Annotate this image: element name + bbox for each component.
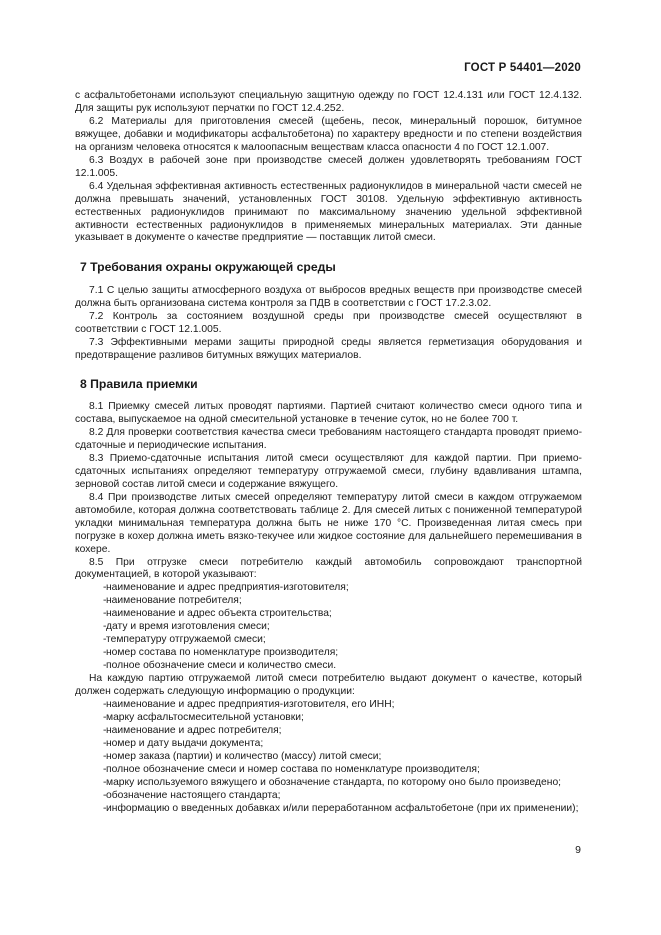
paragraph-8-2: 8.2 Для проверки соответствия качества смеси требованиям настоящего стандарта проводят приемо-сдаточные и периодические испытания. xyxy=(75,426,582,451)
standard-code: ГОСТ Р 54401—2020 xyxy=(464,62,581,74)
paragraph-6-3: 6.3 Воздух в рабочей зоне при производстве смесей должен удовлетворять требованиям ГОСТ 12.1.005. xyxy=(75,154,582,179)
list-item: -номер состава по номенклатуре производителя; xyxy=(75,647,582,660)
paragraph-quality-doc: На каждую партию отгружаемой литой смеси потребителю выдают документ о качестве, который должен содержать следующую информацию о продукции: xyxy=(75,673,582,698)
list-item: -полное обозначение смеси и номер состава по номенклатуре производителя; xyxy=(75,764,582,777)
dash-marker: - xyxy=(103,763,107,775)
list-item: -номер заказа (партии) и количество (массу) литой смеси; xyxy=(75,751,582,764)
paragraph: с асфальтобетонами используют специальную защитную одежду по ГОСТ 12.4.131 или ГОСТ 12.4.132. Для защиты рук используют перчатки по ГОСТ 12.4.252. xyxy=(75,90,582,114)
list-item: -полное обозначение смеси и количество смеси. xyxy=(75,660,582,673)
paragraph-7-1: 7.1 С целью защиты атмосферного воздуха от выбросов вредных веществ при производстве смесей должна быть организована система контроля за ПДВ в соответствии с ГОСТ 17.2.3.02. xyxy=(75,285,582,310)
dash-marker: - xyxy=(103,621,107,633)
list-item: -марку используемого вяжущего и обозначение стандарта, по которому оно было произведено; xyxy=(75,777,582,790)
quality-doc-list xyxy=(75,699,582,816)
list-item: -дату и время изготовления смеси; xyxy=(75,621,582,634)
transport-doc-list xyxy=(75,582,582,673)
list-item: -наименование и адрес предприятия-изготовителя; xyxy=(75,582,582,595)
dash-marker: - xyxy=(103,724,107,736)
paragraph-7-3: 7.3 Эффективными мерами защиты природной среды является герметизация оборудования и предотвращение разливов битумных вяжущих материалов. xyxy=(75,337,582,362)
dash-marker: - xyxy=(103,711,107,723)
dash-marker: - xyxy=(103,776,107,788)
paragraph-6-2: 6.2 Материалы для приготовления смесей (щебень, песок, минеральный порошок, битумное вяжущее, добавки и модификаторы асфальтобетона) по характеру вредности и по степени воздействия на организм человека относятся к малоопасным веществам класса опасности 4 по ГОСТ 12.1.007. xyxy=(75,115,582,153)
dash-marker: - xyxy=(103,698,107,710)
dash-marker: - xyxy=(103,660,107,672)
list-item: -наименование и адрес потребителя; xyxy=(75,725,582,738)
dash-marker: - xyxy=(103,634,107,646)
list-item: -наименование и адрес объекта строительства; xyxy=(75,608,582,621)
dash-marker: - xyxy=(103,737,107,749)
document-body xyxy=(75,90,582,816)
dash-marker: - xyxy=(103,789,107,801)
section-7-heading: 7 Требования охраны окружающей среды xyxy=(80,260,336,275)
list-item: -температуру отгружаемой смеси; xyxy=(75,634,582,647)
paragraph-6-4: 6.4 Удельная эффективная активность естественных радионуклидов в минеральной части смесей не должна превышать значений, установленных ГОСТ 30108. Удельную эффективную активность естественных радионуклидов принимают по максимальному значению удельной эффективной активности естественных радионуклидов в применяемых минеральных материалах. Эти данные указывает в документе о качестве предприятие — поставщик литой смеси. xyxy=(75,180,582,244)
list-item: -наименование потребителя; xyxy=(75,595,582,608)
list-item: -наименование и адрес предприятия-изготовителя, его ИНН; xyxy=(75,699,582,712)
section-8-heading: 8 Правила приемки xyxy=(80,377,198,392)
paragraph-8-5: 8.5 При отгрузке смеси потребителю каждый автомобиль сопровождают транспортной документацией, в которой указывают: xyxy=(75,556,582,581)
list-item: -номер и дату выдачи документа; xyxy=(75,738,582,751)
dash-marker: - xyxy=(103,750,107,762)
paragraph-8-1: 8.1 Приемку смесей литых проводят партиями. Партией считают количество смеси одного типа и состава, выпускаемое на одной смесительной установке в течение суток, но не более 700 т. xyxy=(75,401,582,426)
dash-marker: - xyxy=(103,608,107,620)
page-number: 9 xyxy=(575,844,581,856)
dash-marker: - xyxy=(103,802,107,814)
list-item: -информацию о введенных добавках и/или переработанном асфальтобетоне (при их применении); xyxy=(75,803,582,816)
dash-marker: - xyxy=(103,647,107,659)
dash-marker: - xyxy=(103,595,107,607)
paragraph-8-3: 8.3 Приемо-сдаточные испытания литой смеси осуществляют для каждой партии. При приемо-сдаточных испытаниях определяют температуру отгружаемой смеси, глубину вдавливания штампа, зерновой состав литой смеси и содержание вяжущего. xyxy=(75,452,582,490)
paragraph-7-2: 7.2 Контроль за состоянием воздушной среды при производстве смесей осуществляют в соответствии с ГОСТ 12.1.005. xyxy=(75,311,582,336)
list-item: -обозначение настоящего стандарта; xyxy=(75,790,582,803)
dash-marker: - xyxy=(103,582,107,594)
list-item: -марку асфальтосмесительной установки; xyxy=(75,712,582,725)
paragraph-8-4: 8.4 При производстве литых смесей определяют температуру литой смеси в каждом отгружаемом автомобиле, которая должна соответствовать таблице 2. Для смесей литых с пониженной температурой укладки минимальная температура должна быть не ниже 170 °С. Произведенная литая смесь при погрузке в кохер должна иметь вязко-текучее или жидкое состояние для дальнейшего перемешивания в кохере. xyxy=(75,491,582,555)
